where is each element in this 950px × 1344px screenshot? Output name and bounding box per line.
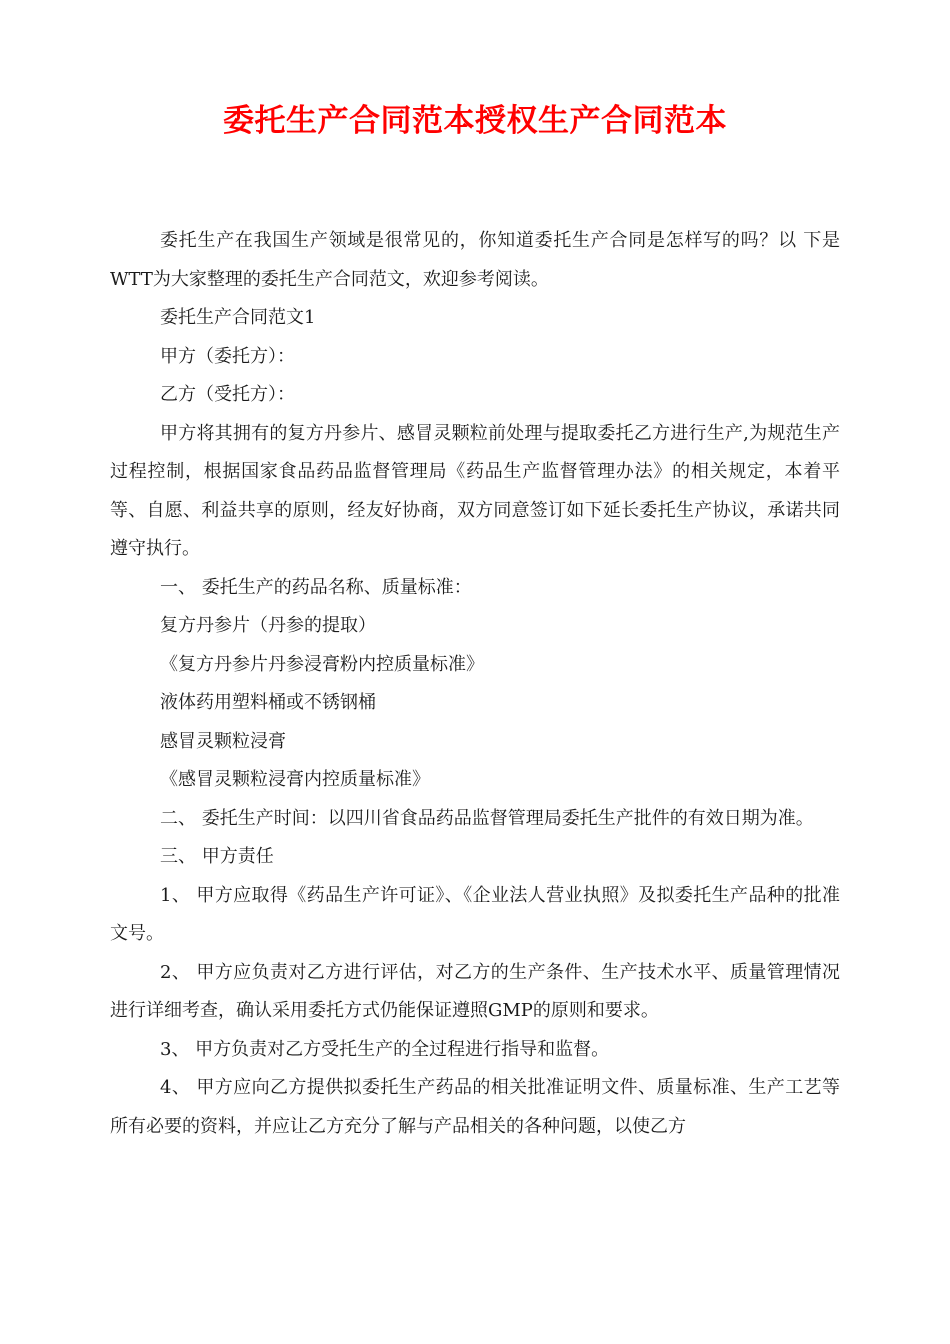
paragraph-packaging: 液体药用塑料桶或不锈钢桶 [160, 692, 376, 713]
paragraph-section-1: 一、 委托生产的药品名称、质量标准： [160, 576, 472, 598]
paragraph-section-3: 三、 甲方责任 [160, 846, 274, 867]
paragraph-party-a: 甲方（委托方）： [160, 345, 295, 367]
document-title: 委托生产合同范本授权生产合同范本 [223, 103, 727, 139]
paragraph-section-2: 二、 委托生产时间：以四川省食品药品监督管理局委托生产批件的有效日期为准。 [160, 807, 814, 829]
paragraph-clause-3: 3、 甲方负责对乙方受托生产的全过程进行指导和监督。 [160, 1038, 610, 1060]
paragraph-clause-1: 1、 甲方应取得《药品生产许可证》、《企业法人营业执照》及拟委托生产品种的批准文号。 [110, 884, 840, 944]
paragraph-product-1: 复方丹参片（丹参的提取） [160, 615, 376, 636]
paragraph-preamble: 甲方将其拥有的复方丹参片、感冒灵颗粒前处理与提取委托乙方进行生产,为规范生产过程控制，根据国家食品药品监督管理局《药品生产监督管理办法》的相关规定，本着平等、自愿、利益共享的原则，经友好协商，双方同意签订如下延长委托生产协议，承诺共同遵守执行。 [110, 422, 840, 559]
paragraph-clause-4: 4、 甲方应向乙方提供拟委托生产药品的相关批准证明文件、质量标准、生产工艺等所有必要的资料，并应让乙方充分了解与产品相关的各种问题，以使乙方 [110, 1077, 840, 1137]
paragraph-clause-2: 2、 甲方应负责对乙方进行评估，对乙方的生产条件、生产技术水平、质量管理情况进行详细考查，确认采用委托方式仍能保证遵照GMP的原则和要求。 [110, 961, 840, 1021]
paragraph-sample-heading: 委托生产合同范文1 [160, 307, 316, 328]
paragraph-intro: 委托生产在我国生产领域是很常见的，你知道委托生产合同是怎样写的吗？以 下是WTT为大家整理的委托生产合同范文，欢迎参考阅读。 [110, 230, 840, 290]
document-body [110, 222, 840, 1146]
paragraph-product-2: 感冒灵颗粒浸膏 [160, 730, 286, 752]
paragraph-standard-1: 《复方丹参片丹参浸膏粉内控质量标准》 [160, 653, 484, 675]
paragraph-party-b: 乙方（受托方）： [160, 384, 295, 405]
paragraph-standard-2: 《感冒灵颗粒浸膏内控质量标准》 [160, 769, 430, 790]
